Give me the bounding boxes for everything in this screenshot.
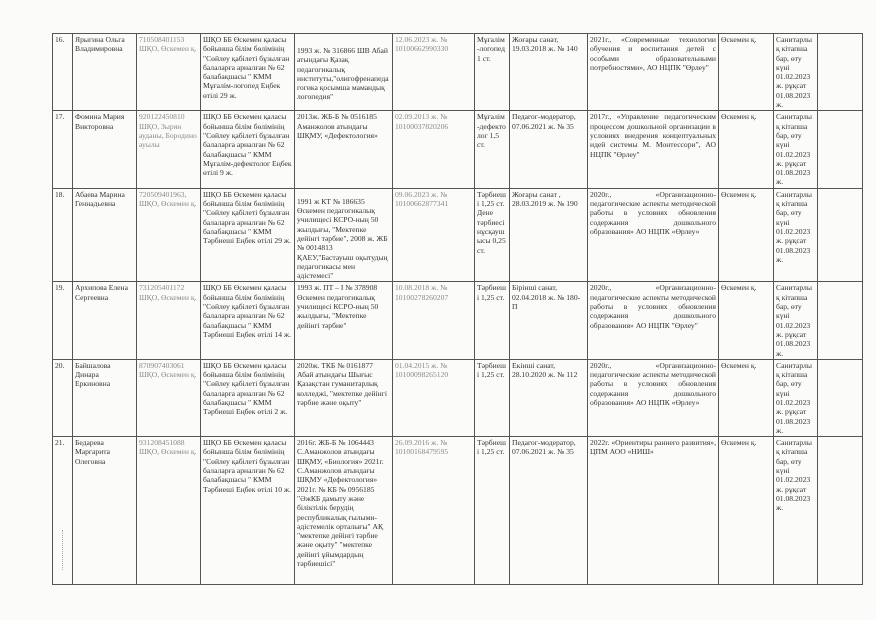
course-cell: 2017г., «Управление педагогическим процессом дошкольной организации в условиях внедрения концептуальных идей системы М. Монтессори", АО НЦПК "Өрлеу" <box>588 111 719 188</box>
diploma-cell: 09.06.2023 ж. № 10100662877341 <box>393 188 475 282</box>
organization-cell: ШҚО ББ Өскемен қаласы бойынша білім бөлімінің "Сөйлеу қабілеті бұзылған балаларға арналған № 62 балабақшасы " КММ Тәрбиеші Еңбек өтілі 29 ж. <box>201 188 295 282</box>
table-row <box>53 359 863 436</box>
city-cell: Өскемен қ. <box>719 34 774 111</box>
empty-cell <box>818 437 863 585</box>
category-cell: Педагог-модератор, 07.06.2021 ж. № 35 <box>510 437 588 585</box>
education-cell: 1991 ж КТ № 186635 Өскемен педагогикалық училищесі КСРО-ның 50 жылдығы, "Мектепке дейінгі тәрбие", 2008 ж. ЖБ № 0014813 ҚАЕУ,"Бастауыш оқытудың педагогикасы мен әдістемесі" <box>295 188 393 282</box>
scan-mark <box>62 530 66 570</box>
education-cell: 1993 ж. № 316866 ШВ Абай атындағы Қазақ педагогикалық институты,"олигофренапедагогика қосымша мамандық логопедия" <box>295 34 393 111</box>
iin-address-cell: 870907403061 ШҚО, Өскемен қ. <box>137 359 201 436</box>
city-cell: Өскемен қ. <box>719 282 774 359</box>
course-cell: 2020г., «Организационно-педагогические аспекты методической работы в условиях обновления содержания дошкольного образования» АО НЦПК "Өрлеу" <box>588 282 719 359</box>
empty-cell <box>818 359 863 436</box>
medical-cell: Санитарлық кітапша бар, өту күні 01.02.2023 ж. рұқсат 01.08.2023 ж. <box>774 359 818 436</box>
empty-cell <box>818 111 863 188</box>
diploma-cell: 01.04.2015 ж. № 10100098265120 <box>393 359 475 436</box>
medical-cell: Санитарлық кітапша бар, өту күні 01.02.2023 ж. рұқсат 01.08.2023 ж. <box>774 34 818 111</box>
education-cell: 2013ж. ЖБ-Б № 0516185 Аманжолов атындағы ШҚМУ, «Дефектология» <box>295 111 393 188</box>
organization-cell: ШҚО ББ Өскемен қаласы бойынша білім бөлімінің "Сөйлеу қабілеті бұзылған балаларға арналған № 62 балабақшасы " КММ Мұғалім-логопед Еңбек өтілі 29 ж. <box>201 34 295 111</box>
name-cell: Бедарева Маргарита Олеговна <box>73 437 137 585</box>
course-cell: 2020г., «Организационно-педагогические аспекты методической работы в условиях обновления содержания дошкольного образования» АО НЦПК «Өрлеу» <box>588 359 719 436</box>
table-row <box>53 437 863 585</box>
organization-cell: ШҚО ББ Өскемен қаласы бойынша білім бөлімінің "Сөйлеу қабілеті бұзылған балаларға арналған № 62 балабақшасы " КММ Тәрбиеші Еңбек өтілі 10 ж. <box>201 437 295 585</box>
name-cell: Абаева Марина Геннадьевна <box>73 188 137 282</box>
diploma-cell: 26.09.2016 ж. № 10100168479595 <box>393 437 475 585</box>
row-number-cell: 21. <box>53 437 73 585</box>
category-cell: Бірінші санат, 02.04.2018 ж. № 180-П <box>510 282 588 359</box>
row-number-cell: 17. <box>53 111 73 188</box>
iin-address-cell: 720509401963, ШҚО, Өскемен қ. <box>137 188 201 282</box>
medical-cell: Санитарлық кітапша бар, өту күні 01.02.2023 ж. рұқсат 01.08.2023 ж. <box>774 282 818 359</box>
course-cell: 2020г., «Организационно-педагогические аспекты методической работы в условиях обновления содержания дошкольного образования» АО НЦПК «Өрлеу» <box>588 188 719 282</box>
row-number-cell: 19. <box>53 282 73 359</box>
position-cell: Тәрбиеші 1,25 ст. <box>475 282 510 359</box>
course-cell: 2022г. «Ориентиры раннего развития», ЦПМ АОО «НИШ» <box>588 437 719 585</box>
education-cell: 2016г. ЖБ-Б № 1064443 С.Аманжолов атындағы ШҚМУ, «Биология» 2021г. С.Аманжолов атындағы ШҚМУ «Дефектология» 2021г. № КБ № 0956185 "ӘжКБ дамыту және біліктілік берудің республикалық ғылыми-әдістемелік орталығы" АҚ "мектепке дейінгі тәрбие және оқыту" "мектепке дейінгі ұйымдардың тәрбиешісі" <box>295 437 393 585</box>
education-cell: 2020ж. ТКБ № 0161877 Абай атындағы Шығыс Қазақстан гуманитарлық колледжі, "мектепке дейінгі тәрбие және оқыту" <box>295 359 393 436</box>
category-cell: Екінші санат, 28.10.2020 ж. № 112 <box>510 359 588 436</box>
table-row <box>53 34 863 111</box>
city-cell: Өскемен қ. <box>719 111 774 188</box>
table-row <box>53 188 863 282</box>
name-cell: Фомина Мария Викторовна <box>73 111 137 188</box>
city-cell: Өскемен қ. <box>719 437 774 585</box>
position-cell: Тәрбиеші 1,25 ст. <box>475 359 510 436</box>
name-cell: Архипова Елена Сергеевна <box>73 282 137 359</box>
row-number-cell: 16. <box>53 34 73 111</box>
category-cell: Жоғары санат , 28.03.2019 ж. № 190 <box>510 188 588 282</box>
education-cell: 1993 ж. ПТ – I № 378908 Өскемен педагогикалық училищесі КСРО-ның 50 жылдығы, "Мектепке дейінгі тәрбие" <box>295 282 393 359</box>
name-cell: Байшалова Динара Еркиновна <box>73 359 137 436</box>
iin-address-cell: 931208451088 ШҚО, Өскемен қ. <box>137 437 201 585</box>
empty-cell <box>818 282 863 359</box>
position-cell: Мұғалім-логопед 1 ст. <box>475 34 510 111</box>
category-cell: Педагог-модератор, 07.06.2021 ж. № 35 <box>510 111 588 188</box>
iin-address-cell: 920122450810 ШҚО, Зырян ауданы, Бородино ауылы <box>137 111 201 188</box>
table-row <box>53 282 863 359</box>
organization-cell: ШҚО ББ Өскемен қаласы бойынша білім бөлімінің "Сөйлеу қабілеті бұзылған балаларға арналған № 62 балабақшасы " КММ Мұғалім-дефектолог Еңбек өтілі 9 ж. <box>201 111 295 188</box>
row-number-cell: 20. <box>53 359 73 436</box>
position-cell: Тәрбиеші 1,25 ст. <box>475 437 510 585</box>
organization-cell: ШҚО ББ Өскемен қаласы бойынша білім бөлімінің "Сөйлеу қабілеті бұзылған балаларға арналған № 62 балабақшасы " КММ Тәрбиеші Еңбек өтілі 14 ж. <box>201 282 295 359</box>
position-cell: Мұғалім-дефектолог 1,5 ст. <box>475 111 510 188</box>
city-cell: Өскемен қ. <box>719 359 774 436</box>
iin-address-cell: 731205401172 ШҚО, Өскемен қ. <box>137 282 201 359</box>
city-cell: Өскемен қ. <box>719 188 774 282</box>
row-number-cell: 18. <box>53 188 73 282</box>
name-cell: Ярыгина Ольга Владимировна <box>73 34 137 111</box>
empty-cell <box>818 34 863 111</box>
organization-cell: ШҚО ББ Өскемен қаласы бойынша білім бөлімінің "Сөйлеу қабілеті бұзылған балаларға арналған № 62 балабақшасы " КММ Тәрбиеші Еңбек өтілі 2 ж. <box>201 359 295 436</box>
iin-address-cell: 710508401153 ШҚО, Өскемен қ. <box>137 34 201 111</box>
diploma-cell: 02.09.2013 ж. № 10100037820206 <box>393 111 475 188</box>
medical-cell: Санитарлық кітапша бар, өту күні 01.02.2023 ж. рұқсат 01.08.2023 ж. <box>774 188 818 282</box>
diploma-cell: 12.06.2023 ж. № 10100662990330 <box>393 34 475 111</box>
empty-cell <box>818 188 863 282</box>
medical-cell: Санитарлық кітапша бар, өту күні 01.02.2023 ж. рұқсат 01.08.2023 ж. <box>774 111 818 188</box>
medical-cell: Санитарлық кітапша бар, өту күні 01.02.2023 ж. рұқсат 01.08.2023 ж. <box>774 437 818 585</box>
staff-table <box>52 33 863 585</box>
course-cell: 2021г., «Современные технологии обучения и воспитания детей с особыми образовательными потребностями», АО НЦПК "Өрлеу" <box>588 34 719 111</box>
position-cell: Тәрбиеші 1,25 ст. Дене тәрбиесі нұсқаушысы 0,25 ст. <box>475 188 510 282</box>
table-row <box>53 111 863 188</box>
category-cell: Жоғары санат, 19.03.2018 ж. № 140 <box>510 34 588 111</box>
diploma-cell: 10.08.2018 ж. № 10100278260207 <box>393 282 475 359</box>
